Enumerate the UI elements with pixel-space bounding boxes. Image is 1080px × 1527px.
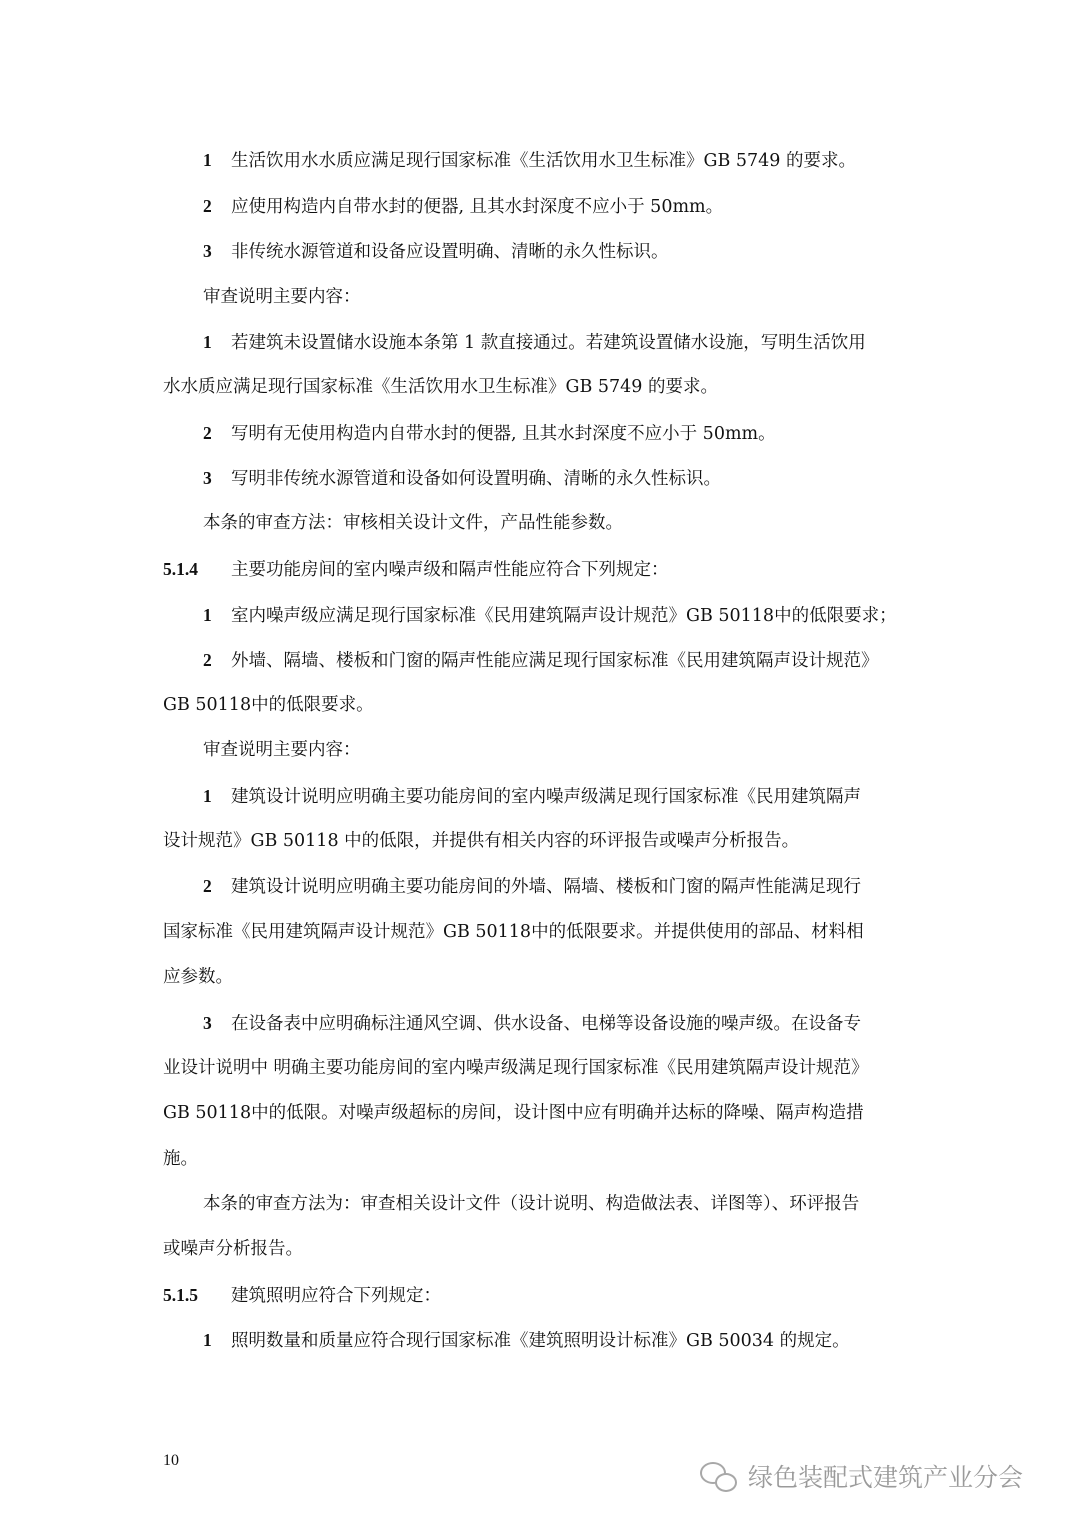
clause-line: 2 外墙、隔墙、楼板和门窗的隔声性能应满足现行国家标准《民用建筑隔声设计规范》 — [203, 650, 879, 671]
review-method: 本条的审查方法为：审查相关设计文件（设计说明、构造做法表、详图等）、环评报告 — [203, 1194, 860, 1214]
clause-line: 1 生活饮用水水质应满足现行国家标准《生活饮用水卫生标准》GB 5749 的要求。 — [203, 150, 856, 171]
wechat-icon — [700, 1460, 738, 1492]
continuation-line: GB 50118中的低限要求。 — [163, 695, 374, 715]
clause-line: 2 应使用构造内自带水封的便器, 且其水封深度不应小于 50mm。 — [203, 196, 724, 217]
watermark-text: 绿色装配式建筑产业分会 — [748, 1463, 1024, 1492]
section-heading-5-1-4: 5.1.4 主要功能房间的室内噪声级和隔声性能应符合下列规定： — [163, 559, 669, 580]
clause-line: 1 照明数量和质量应符合现行国家标准《建筑照明设计标准》GB 50034 的规定。 — [203, 1330, 850, 1351]
continuation-line: 水水质应满足现行国家标准《生活饮用水卫生标准》GB 5749 的要求。 — [163, 377, 718, 397]
continuation-line: 业设计说明中 明确主要功能房间的室内噪声级满足现行国家标准《民用建筑隔声设计规范》 — [163, 1058, 869, 1078]
review-item: 1 建筑设计说明应明确主要功能房间的室内噪声级满足现行国家标准《民用建筑隔声 — [203, 786, 861, 807]
review-item: 3 在设备表中应明确标注通风空调、供水设备、电梯等设备设施的噪声级。在设备专 — [203, 1013, 861, 1034]
watermark — [700, 1458, 1023, 1494]
review-item: 3 写明非传统水源管道和设备如何设置明确、清晰的永久性标识。 — [203, 468, 721, 489]
review-item: 2 建筑设计说明应明确主要功能房间的外墙、隔墙、楼板和门窗的隔声性能满足现行 — [203, 876, 861, 897]
review-heading: 审查说明主要内容： — [203, 287, 361, 307]
section-heading-5-1-5: 5.1.5 建筑照明应符合下列规定： — [163, 1285, 441, 1306]
page-number: 10 — [163, 1452, 179, 1469]
clause-line: 1 室内噪声级应满足现行国家标准《民用建筑隔声设计规范》GB 50118中的低限要求； — [203, 605, 897, 626]
continuation-line: 设计规范》GB 50118 中的低限，并提供有相关内容的环评报告或噪声分析报告。 — [163, 831, 800, 851]
continuation-line: 施。 — [163, 1149, 198, 1169]
continuation-line: 或噪声分析报告。 — [163, 1239, 303, 1259]
review-heading: 审查说明主要内容： — [203, 740, 361, 760]
continuation-line: 国家标准《民用建筑隔声设计规范》GB 50118中的低限要求。并提供使用的部品、材料相 — [163, 922, 864, 942]
review-item: 1 若建筑未设置储水设施本条第 1 款直接通过。若建筑设置储水设施，写明生活饮用 — [203, 332, 866, 353]
continuation-line: GB 50118中的低限。对噪声级超标的房间，设计图中应有明确并达标的降噪、隔声构造措 — [163, 1103, 864, 1123]
review-method: 本条的审查方法：审核相关设计文件，产品性能参数。 — [203, 513, 623, 533]
review-item: 2 写明有无使用构造内自带水封的便器, 且其水封深度不应小于 50mm。 — [203, 423, 776, 444]
continuation-line: 应参数。 — [163, 967, 233, 987]
clause-line: 3 非传统水源管道和设备应设置明确、清晰的永久性标识。 — [203, 241, 669, 262]
